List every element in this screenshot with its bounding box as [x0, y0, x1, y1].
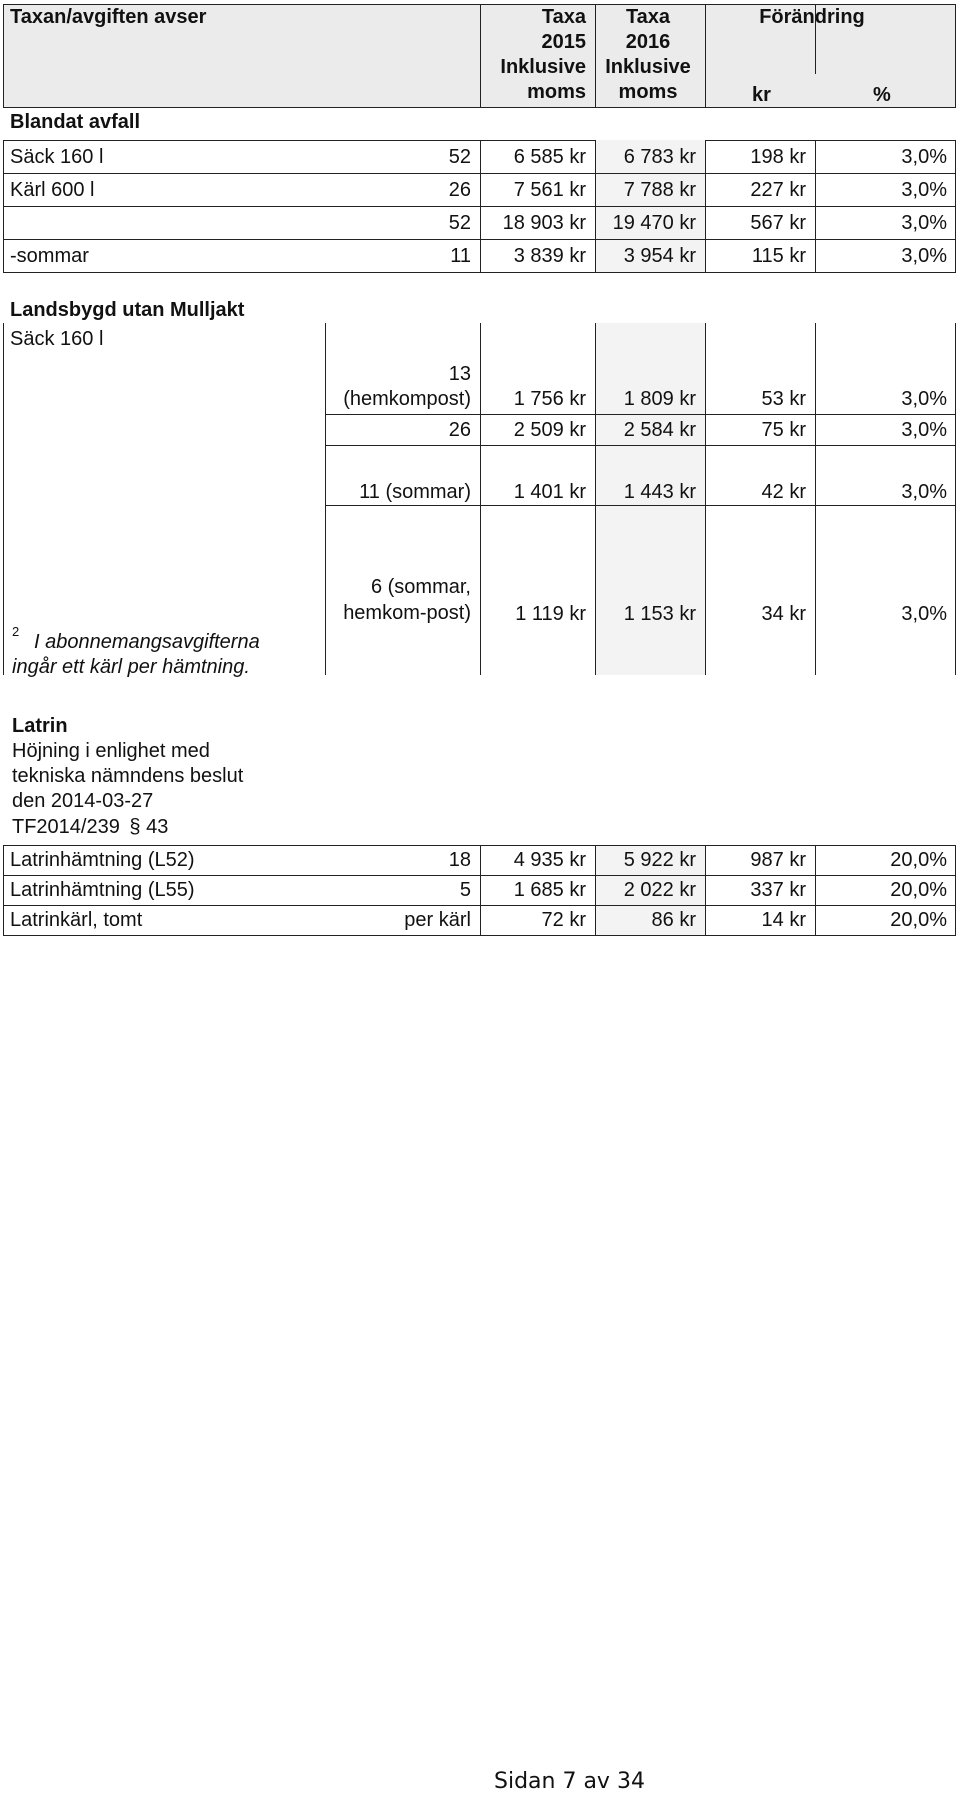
table-cell-change-kr: 337 kr	[750, 879, 806, 901]
table-cell-taxa-2016: 1 443 kr	[623, 481, 696, 503]
section-title-blandat: Blandat avfall	[10, 111, 141, 133]
table-cell-taxa-2015: 7 561 kr	[513, 179, 586, 201]
table-cell-taxa-2015: 1 685 kr	[513, 879, 586, 901]
table-cell-freq: 5	[459, 879, 471, 901]
table-cell-change-kr: 53 kr	[761, 388, 806, 410]
table-cell-change-pct: 3,0%	[901, 179, 947, 201]
table-cell-taxa-2015: 3 839 kr	[513, 245, 586, 267]
table-cell-change-pct: 3,0%	[901, 603, 947, 625]
table-cell-taxa-2016: 6 783 kr	[623, 146, 696, 168]
table-cell-taxa-2016: 19 470 kr	[612, 212, 696, 234]
page-number: Sidan 7 av 34	[494, 1769, 645, 1794]
table-row-label: -sommar	[10, 245, 89, 267]
table-cell-taxa-2016: 1 809 kr	[623, 388, 696, 410]
table-cell-taxa-2016: 2 022 kr	[623, 879, 696, 901]
latrin-ref-number: TF2014/239	[12, 816, 120, 838]
table-cell-change-kr: 42 kr	[761, 481, 806, 503]
table-cell-freq: 18	[448, 849, 471, 871]
table-cell-change-pct: 3,0%	[901, 212, 947, 234]
table-cell-change-kr: 34 kr	[761, 603, 806, 625]
table-cell-taxa-2016: 7 788 kr	[623, 179, 696, 201]
header-percent: %	[873, 84, 891, 106]
table-cell-taxa-2015: 1 119 kr	[515, 603, 586, 625]
table-row-label: Kärl 600 l	[10, 179, 95, 201]
table-cell-freq: 52	[448, 212, 471, 234]
table-cell-change-pct: 3,0%	[901, 245, 947, 267]
latrin-ref	[12, 815, 168, 839]
table-cell-taxa-2015: 18 903 kr	[502, 212, 586, 234]
table-cell-change-kr: 567 kr	[750, 212, 806, 234]
header-taxa-2015-line2: 2015	[541, 31, 586, 53]
latrin-note-line1: Höjning i enlighet med	[12, 740, 210, 762]
header-taxa-2015-line3: Inklusive	[500, 56, 586, 78]
table-cell-change-kr: 987 kr	[750, 849, 806, 871]
table-cell-freq: 26	[448, 179, 471, 201]
table-cell-change-kr: 75 kr	[761, 419, 806, 441]
table-cell-freq-note: (hemkompost)	[343, 388, 471, 410]
table-cell-freq: 52	[448, 146, 471, 168]
footnote-text-line1: I abonnemangsavgifterna	[34, 631, 260, 653]
table-cell-change-kr: 14 kr	[761, 909, 806, 931]
table-cell-freq: 11	[450, 245, 471, 267]
section-sign: §	[129, 816, 141, 838]
table-cell-freq: per kärl	[404, 909, 471, 931]
table-cell-change-kr: 227 kr	[750, 179, 806, 201]
header-taxa-2016-line4: moms	[618, 81, 678, 103]
table-cell-taxa-2015: 4 935 kr	[513, 849, 586, 871]
section-title-latrin: Latrin	[12, 715, 68, 737]
table-cell-taxa-2016: 1 153 kr	[623, 603, 696, 625]
table-row-label: Latrinkärl, tomt	[10, 909, 143, 931]
latrin-note-line2: tekniska nämndens beslut	[12, 765, 244, 787]
header-taxa-2016-line2: 2016	[625, 31, 671, 53]
table-cell-freq: 26	[448, 419, 471, 441]
header-taxa-2015-line1: Taxa	[541, 6, 586, 28]
table-cell-freq: 6 (sommar,	[370, 576, 471, 598]
section-title-landsbygd: Landsbygd utan Mulljakt	[10, 299, 245, 321]
table-row-label: Säck 160 l	[10, 146, 104, 168]
table-cell-taxa-2015: 72 kr	[541, 909, 586, 931]
table-cell-freq: 11 (sommar)	[359, 481, 471, 503]
section-number: 43	[146, 816, 169, 838]
table-cell-taxa-2016: 86 kr	[651, 909, 696, 931]
table-cell-taxa-2016: 2 584 kr	[623, 419, 696, 441]
table-row-label: Latrinhämtning (L55)	[10, 879, 195, 901]
latrin-note-line3: den 2014-03-27	[12, 790, 154, 812]
table-cell-change-pct: 20,0%	[890, 879, 947, 901]
table-cell-taxa-2015: 1 756 kr	[513, 388, 586, 410]
table-cell-change-pct: 3,0%	[901, 419, 947, 441]
header-taxa-2016-line3: Inklusive	[605, 56, 691, 78]
table-cell-freq-note: hemkom-post)	[343, 602, 471, 624]
header-subject: Taxan/avgiften avser	[10, 6, 207, 28]
table-cell-change-pct: 3,0%	[901, 146, 947, 168]
table-cell-change-kr: 115 kr	[751, 245, 806, 267]
header-kr: kr	[752, 84, 771, 106]
footnote-mark: 2	[12, 624, 20, 639]
table-cell-change-kr: 198 kr	[750, 146, 806, 168]
table-cell-freq: 13	[448, 363, 471, 385]
table-cell-taxa-2015: 2 509 kr	[513, 419, 586, 441]
table-row-label: Latrinhämtning (L52)	[10, 849, 195, 871]
table-cell-taxa-2016: 5 922 kr	[623, 849, 696, 871]
landsbygd-sublabel: Säck 160 l	[10, 328, 104, 350]
footnote-text-line2: ingår ett kärl per hämtning.	[12, 656, 250, 678]
table-cell-change-pct: 20,0%	[890, 849, 947, 871]
header-taxa-2016-line1: Taxa	[625, 6, 671, 28]
table-cell-taxa-2015: 6 585 kr	[513, 146, 586, 168]
table-cell-change-pct: 3,0%	[901, 388, 947, 410]
header-taxa-2015-line4: moms	[527, 81, 586, 103]
table-cell-change-pct: 20,0%	[890, 909, 947, 931]
header-change: Förändring	[759, 6, 865, 28]
table-cell-taxa-2016: 3 954 kr	[623, 245, 696, 267]
table-cell-taxa-2015: 1 401 kr	[513, 481, 586, 503]
table-cell-change-pct: 3,0%	[901, 481, 947, 503]
